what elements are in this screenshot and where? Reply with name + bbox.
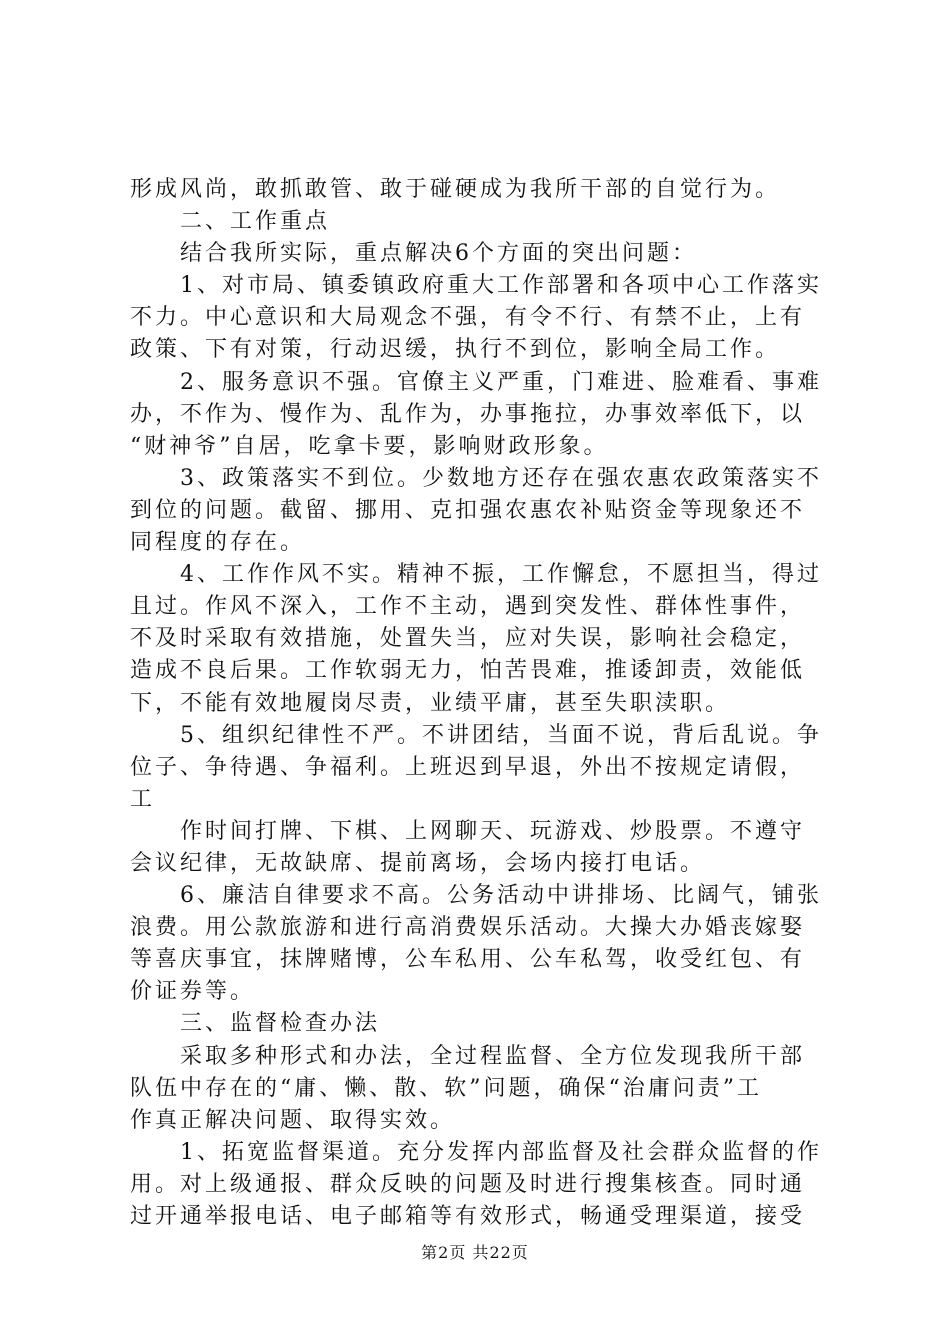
text-line: “财神爷”自居，吃拿卡要，影响财政形象。: [130, 433, 609, 459]
text-line: 浪费。用公款旅游和进行高消费娱乐活动。大操大办婚丧嫁娶: [130, 915, 806, 941]
text-line: 1、对市局、镇委镇政府重大工作部署和各项中心工作落实: [130, 273, 822, 299]
text-line: 工: [130, 786, 156, 812]
text-line: 同程度的存在。: [130, 530, 306, 556]
text-line: 作真正解决问题、取得实效。: [130, 1107, 456, 1133]
text-line: 办，不作为、慢作为、乱作为，办事拖拉，办事效率低下，以: [130, 401, 806, 427]
text-line: 队伍中存在的“庸、懒、散、软”问题，确保“治庸问责”工: [130, 1075, 762, 1101]
text-line: 1、拓宽监督渠道。充分发挥内部监督及社会群众监督的作: [130, 1139, 822, 1165]
text-line: 且过。作风不深入，工作不主动，遇到突发性、群体性事件，: [130, 594, 806, 620]
text-line: 等喜庆事宜，抹牌赌博，公车私用、公车私驾，收受红包、有: [130, 947, 806, 973]
text-line: 到位的问题。截留、挪用、克扣强农惠农补贴资金等现象还不: [130, 497, 806, 523]
text-line: 位子、争待遇、争福利。上班迟到早退，外出不按规定请假，: [130, 754, 806, 780]
text-line: 价证券等。: [130, 979, 256, 1005]
body-text: [130, 174, 830, 1233]
text-line: 6、廉洁自律要求不高。公务活动中讲排场、比阔气，铺张: [130, 883, 822, 909]
text-line: 造成不良后果。工作软弱无力，怕苦畏难，推诿卸责，效能低: [130, 658, 806, 684]
text-line: 政策、下有对策，行动迟缓，执行不到位，影响全局工作。: [130, 337, 781, 363]
text-line: 3、政策落实不到位。少数地方还存在强农惠农政策落实不: [130, 465, 822, 491]
page-footer: 第2页 共22页: [421, 1243, 529, 1262]
text-line: 结合我所实际，重点解决6个方面的突出问题：: [130, 241, 697, 267]
text-line: 不及时采取有效措施，处置失当，应对失误，影响社会稳定，: [130, 626, 806, 652]
text-line: 作时间打牌、下棋、上网聊天、玩游戏、炒股票。不遵守: [130, 818, 806, 844]
text-line: 会议纪律，无故缺席、提前离场，会场内接打电话。: [130, 850, 706, 876]
text-line: 5、组织纪律性不严。不讲团结，当面不说，背后乱说。争: [130, 722, 822, 748]
text-line: 二、工作重点: [130, 209, 331, 235]
text-line: 4、工作作风不实。精神不振，工作懈怠，不愿担当，得过: [130, 562, 822, 588]
text-line: 过开通举报电话、电子邮箱等有效形式，畅通受理渠道，接受: [130, 1204, 806, 1229]
text-line: 2、服务意识不强。官僚主义严重，门难进、脸难看、事难: [130, 369, 822, 395]
text-line: 三、监督检查办法: [130, 1011, 381, 1037]
text-line: 下，不能有效地履岗尽责，业绩平庸，甚至失职渎职。: [130, 690, 731, 716]
text-line: 不力。中心意识和大局观念不强，有令不行、有禁不止，上有: [130, 305, 806, 331]
text-line: 形成风尚，敢抓敢管、敢于碰硬成为我所干部的自觉行为。: [130, 177, 781, 202]
text-line: 用。对上级通报、群众反映的问题及时进行搜集核查。同时通: [130, 1171, 806, 1197]
text-line: 采取多种形式和办法，全过程监督、全方位发现我所干部: [130, 1043, 806, 1069]
